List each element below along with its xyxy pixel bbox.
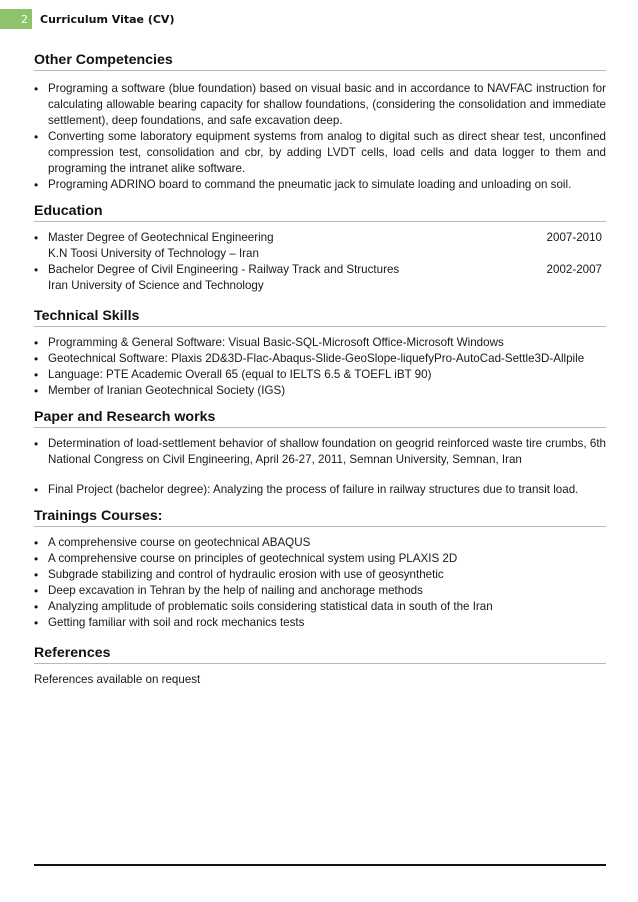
section-title: Paper and Research works [34, 409, 606, 428]
list-item: • Converting some laboratory equipment systems from analog to digital such as direct shear test, unconfined compression test, consolidation and cbr, by adding LVDT cells, load cells and data logger to them and programing the intranet alike software. [34, 129, 606, 177]
section-technical-skills [34, 308, 606, 399]
list-item [34, 262, 606, 294]
papers-list [34, 436, 606, 498]
section-title: Technical Skills [34, 308, 606, 327]
cv-content [34, 52, 606, 688]
list-item: • Analyzing amplitude of problematic soils considering statistical data in south of the Iran [34, 599, 606, 615]
list-item: • Member of Iranian Geotechnical Society (IGS) [34, 383, 606, 399]
list-item: • Language: PTE Academic Overall 65 (equal to IELTS 6.5 & TOEFL iBT 90) [34, 367, 606, 383]
list-item: • Geotechnical Software: Plaxis 2D&3D-Flac-Abaqus-Slide-GeoSlope-liquefyPro-AutoCad-Settle3D-Allpile [34, 351, 606, 367]
institution: Iran University of Science and Technology [48, 279, 264, 292]
education-list [34, 230, 606, 294]
list-item: • Final Project (bachelor degree): Analyzing the process of failure in railway structures due to transit load. [34, 482, 606, 498]
list-item: • A comprehensive course on geotechnical ABAQUS [34, 535, 606, 551]
degree-years: 2007-2010 [546, 231, 602, 244]
trainings-list [34, 535, 606, 631]
list-item [34, 230, 606, 262]
list-item: • Determination of load-settlement behavior of shallow foundation on geogrid reinforced waste tire crumbs, 6th National Congress on Civil Engineering, April 26-27, 2011, Semnan University, Semnan, Iran [34, 436, 606, 468]
list-item: • Deep excavation in Tehran by the help of nailing and anchorage methods [34, 583, 606, 599]
section-education [34, 203, 606, 294]
degree: • Bachelor Degree of Civil Engineering - Railway Track and Structures [48, 263, 400, 276]
section-title: Trainings Courses: [34, 508, 606, 527]
section-papers [34, 409, 606, 498]
skills-list [34, 335, 606, 399]
list-item: • Programing ADRINO board to command the pneumatic jack to simulate loading and unloading on soil. [34, 177, 606, 193]
list-item: • Programing a software (blue foundation) based on visual basic and in accordance to NAVFAC instruction for calculating allowable bearing capacity for shallow foundations, (considering the consolidation and immediate settlement), deep foundations, and safe excavation deep. [34, 81, 606, 129]
document-title: Curriculum Vitae (CV) [40, 12, 175, 26]
page-header [0, 9, 174, 29]
degree: • Master Degree of Geotechnical Engineering [48, 231, 274, 244]
list-item: • Getting familiar with soil and rock mechanics tests [34, 615, 606, 631]
list-item: • Subgrade stabilizing and control of hydraulic erosion with use of geosynthetic [34, 567, 606, 583]
list-item: • Programming & General Software: Visual Basic-SQL-Microsoft Office-Microsoft Windows [34, 335, 606, 351]
list-item: • A comprehensive course on principles of geotechnical system using PLAXIS 2D [34, 551, 606, 567]
footer-divider [34, 864, 606, 866]
section-title: References [34, 645, 606, 664]
section-trainings [34, 508, 606, 631]
section-other-competencies [34, 52, 606, 193]
competencies-list [34, 81, 606, 193]
page-number: 2 [0, 9, 32, 29]
section-title: Education [34, 203, 606, 222]
section-title: Other Competencies [34, 52, 606, 71]
references-text: References available on request [34, 673, 201, 686]
section-references [34, 645, 606, 688]
institution: K.N Toosi University of Technology – Iran [48, 247, 259, 260]
degree-years: 2002-2007 [546, 263, 602, 276]
